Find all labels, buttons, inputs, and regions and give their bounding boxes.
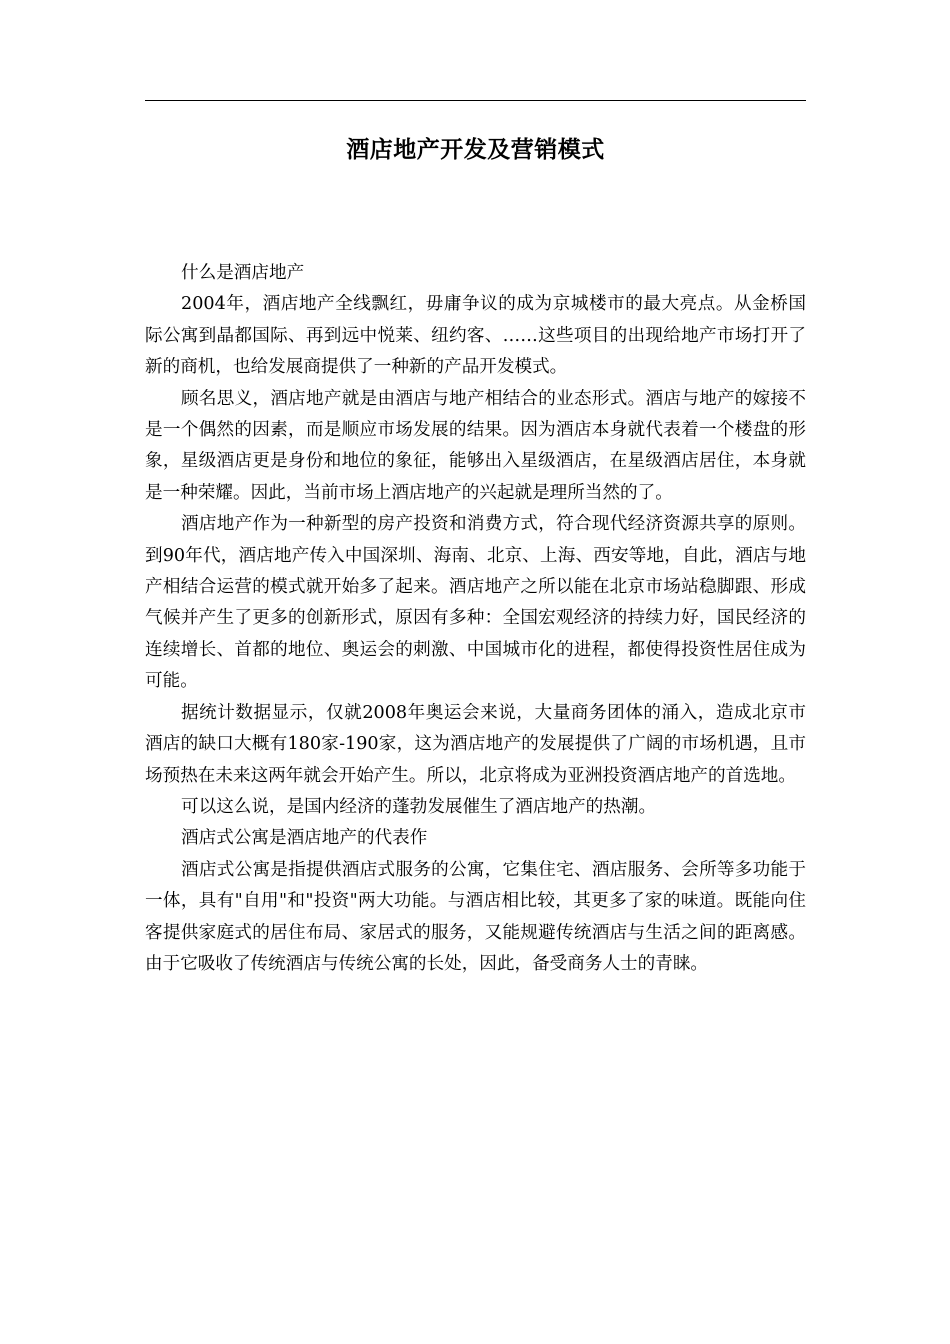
body-paragraph: 顾名思义，酒店地产就是由酒店与地产相结合的业态形式。酒店与地产的嫁接不是一个偶然的因素，而是顺应市场发展的结果。因为酒店本身就代表着一个楼盘的形象，星级酒店更是身份和地位的象征，能够出入星级酒店，在星级酒店居住，本身就是一种荣耀。因此，当前市场上酒店地产的兴起就是理所当然的了。 bbox=[145, 388, 806, 503]
body-paragraph: 酒店地产作为一种新型的房产投资和消费方式，符合现代经济资源共享的原则。到90年代，酒店地产传入中国深圳、海南、北京、上海、西安等地，自此，酒店与地产相结合运营的模式就开始多了起来。酒店地产之所以能在北京市场站稳脚跟、形成气候并产生了更多的创新形式，原因有多种：全国宏观经济的持续力好，国民经济的连续增长、首都的地位、奥运会的刺激、中国城市化的进程，都使得投资性居住成为可能。 bbox=[145, 514, 806, 692]
section-heading-hotel-apartment: 酒店式公寓是酒店地产的代表作 bbox=[181, 828, 428, 849]
body-paragraph: 2004年，酒店地产全线飘红，毋庸争议的成为京城楼市的最大亮点。从金桥国际公寓到晶都国际、再到远中悦莱、纽约客、……这些项目的出现给地产市场打开了新的商机，也给发展商提供了一种新的产品开发模式。 bbox=[145, 294, 806, 378]
section-heading-what-is-hotel-property: 什么是酒店地产 bbox=[181, 263, 305, 283]
header-divider bbox=[145, 100, 806, 101]
body-paragraph: 据统计数据显示，仅就2008年奥运会来说，大量商务团体的涌入，造成北京市酒店的缺口大概有180家-190家，这为酒店地产的发展提供了广阔的市场机遇，且市场预热在未来这两年就会开始产生。所以，北京将成为亚洲投资酒店地产的首选地。 bbox=[145, 702, 806, 786]
body-paragraph: 酒店式公寓是指提供酒店式服务的公寓，它集住宅、酒店服务、会所等多功能于一体，具有"自用"和"投资"两大功能。与酒店相比较，其更多了家的味道。既能向住客提供家庭式的居住布局、家居式的服务，又能规避传统酒店与生活之间的距离感。由于它吸收了传统酒店与传统公寓的长处，因此，备受商务人士的青睐。 bbox=[145, 859, 806, 974]
body-paragraph: 可以这么说，是国内经济的蓬勃发展催生了酒店地产的热潮。 bbox=[181, 796, 657, 817]
document-title: 酒店地产开发及营销模式 bbox=[346, 136, 605, 163]
document-body bbox=[145, 258, 806, 980]
